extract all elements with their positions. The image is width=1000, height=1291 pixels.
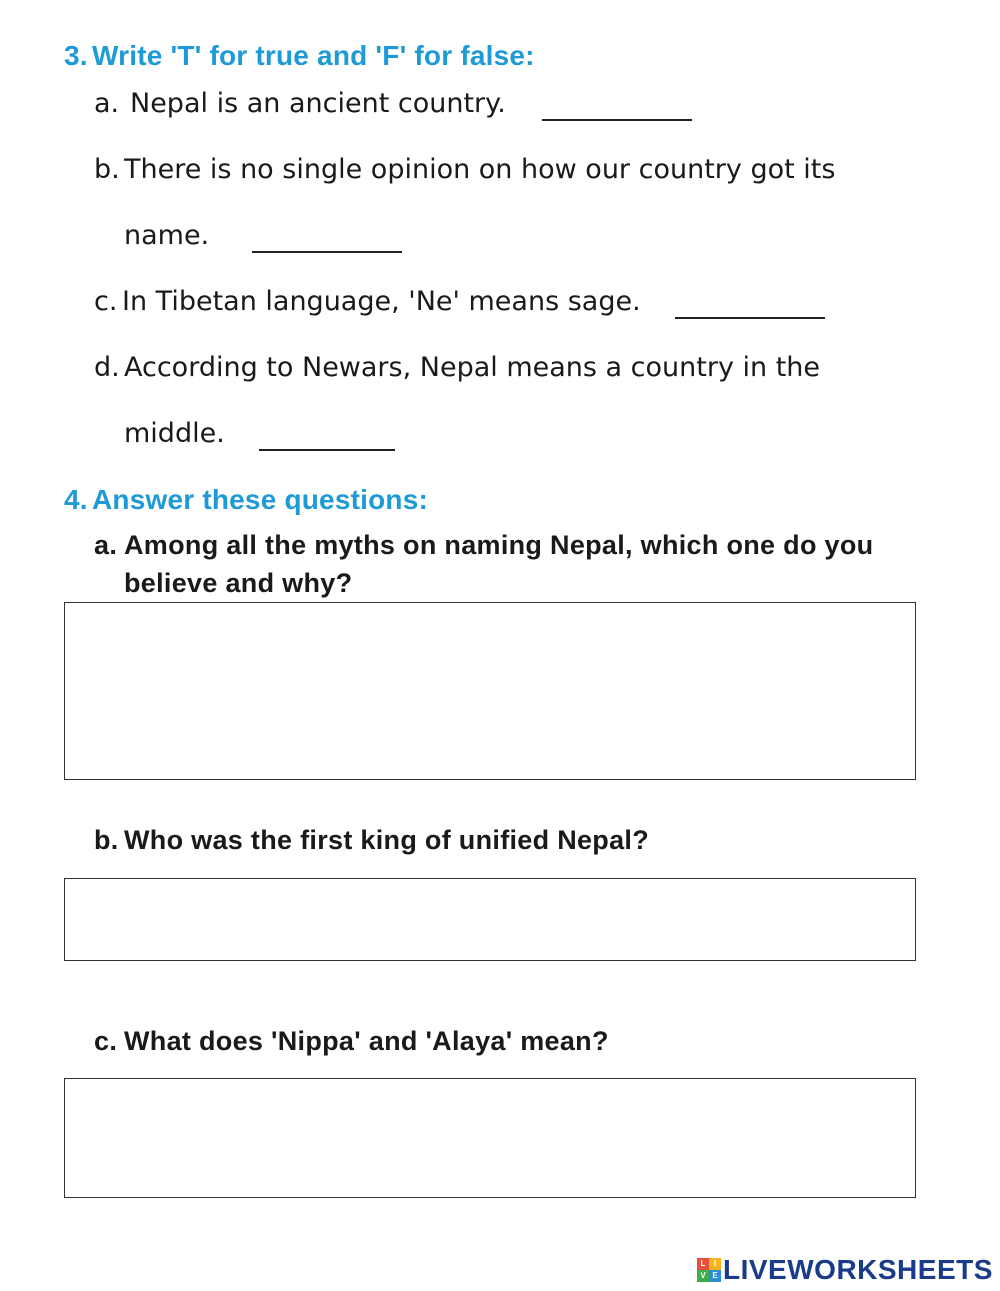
answer-box-c[interactable] (64, 1078, 916, 1198)
question-letter: a. (94, 530, 118, 560)
section-4-heading (64, 484, 428, 516)
question-a-cont (124, 568, 352, 599)
question-text: Among all the myths on naming Nepal, which one do you (124, 530, 874, 560)
item-letter: d. (94, 352, 120, 383)
question-text: Who was the first king of unified Nepal? (124, 825, 650, 855)
logo-letter: E (709, 1270, 721, 1282)
answer-input-b[interactable] (65, 879, 915, 960)
liveworksheets-logo (697, 1253, 993, 1287)
section-title: Answer these questions: (92, 484, 429, 515)
answer-input-a[interactable] (65, 603, 915, 779)
section-number: 3. (64, 40, 88, 71)
question-c (94, 1026, 609, 1057)
item-letter: a. (94, 88, 120, 119)
section-title: Write 'T' for true and 'F' for false: (92, 40, 535, 71)
tf-answer-b[interactable] (252, 223, 402, 253)
question-b (94, 825, 649, 856)
logo-letter: L (697, 1258, 709, 1270)
question-a (94, 530, 873, 561)
tf-answer-a[interactable] (542, 91, 692, 121)
item-letter: c. (94, 286, 118, 317)
tf-item-c (94, 286, 825, 319)
question-text-cont: believe and why? (124, 568, 353, 598)
section-3-heading (64, 40, 535, 72)
item-text: There is no single opinion on how our country got its (124, 154, 836, 185)
question-text: What does 'Nippa' and 'Alaya' mean? (124, 1026, 609, 1056)
item-letter: b. (94, 154, 120, 185)
section-number: 4. (64, 484, 88, 515)
item-text: According to Newars, Nepal means a country in the (124, 352, 821, 383)
answer-input-c[interactable] (65, 1079, 915, 1197)
item-text-cont: middle. (124, 418, 225, 449)
logo-mark-icon (697, 1258, 721, 1282)
tf-item-d-cont (124, 418, 395, 451)
tf-answer-d[interactable] (259, 421, 395, 451)
tf-item-d (94, 352, 820, 383)
logo-letter: V (697, 1270, 709, 1282)
item-text: Nepal is an ancient country. (130, 88, 506, 119)
question-letter: c. (94, 1026, 118, 1056)
answer-box-a[interactable] (64, 602, 916, 780)
tf-item-b-cont (124, 220, 402, 253)
item-text-cont: name. (124, 220, 210, 251)
tf-item-a (94, 88, 692, 121)
tf-item-b (94, 154, 835, 185)
tf-answer-c[interactable] (675, 289, 825, 319)
answer-box-b[interactable] (64, 878, 916, 961)
item-text: In Tibetan language, 'Ne' means sage. (122, 286, 641, 317)
brand-name: LIVEWORKSHEETS (723, 1254, 993, 1285)
logo-letter: I (709, 1258, 721, 1270)
question-letter: b. (94, 825, 119, 855)
